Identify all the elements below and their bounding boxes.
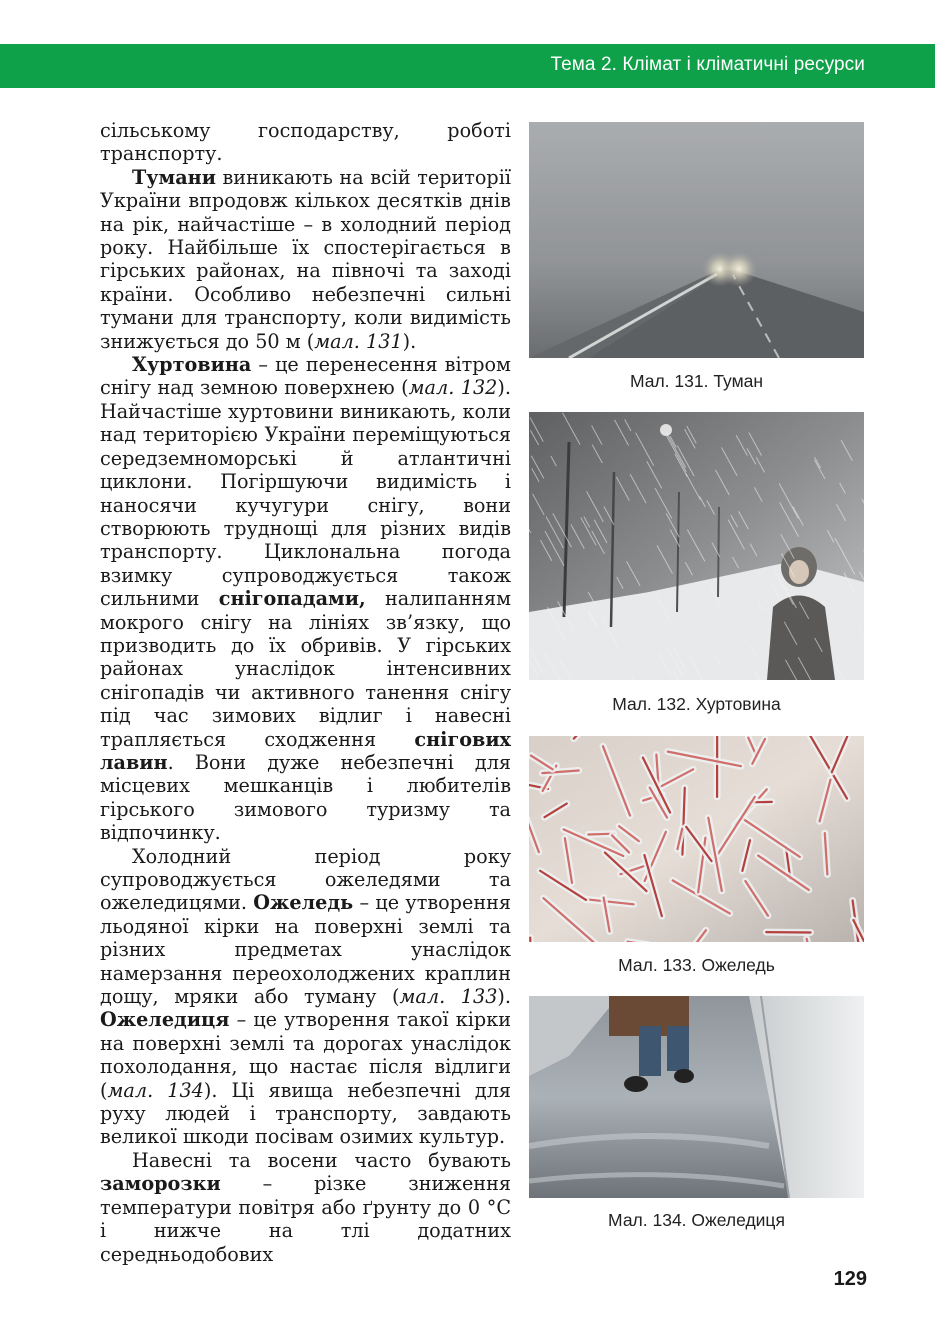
bold-term: Тумани — [132, 165, 216, 189]
text-run: – різке зниження температури повітря або ґрунту до 0 °С і нижче на тлі додатних середньодобових — [100, 1172, 511, 1266]
figure-icy-sidewalk-photo — [529, 996, 864, 1198]
figure-reference: мал. 134 — [107, 1078, 204, 1102]
bold-term: Хуртовина — [132, 353, 252, 377]
figure-reference: мал. 131 — [314, 329, 403, 353]
page-number: 129 — [833, 1268, 867, 1290]
text-run: ). Найчастіше хуртовини виникають, коли над територією України переміщуються середземноморські й атлантичні циклони. Погіршуючи видимість і наносячи кучугури снігу, вони створюють труднощі для різних видів транспорту. Циклональна погода взимку супроводжується також сильними — [100, 376, 511, 611]
text-run: виникають на всій території України впродовж кількох десятків днів на рік, найчастіше – в холодний період року. Найбільше їх спостерігається в гірських районах, на півночі та заході країни. Особливо небезпечні сильні тумани для транспорту, коли видимість знижується до 50 м ( — [100, 165, 511, 353]
text-run: . Вони дуже небезпечні для місцевих мешканців і любителів гірського зимового туризму та відпочинку. — [100, 750, 511, 845]
body-paragraph — [100, 353, 511, 845]
text-run: – це перенесення вітром снігу над земною поверхнею ( — [100, 353, 511, 400]
figure-fog-photo — [529, 122, 864, 358]
text-run: – це утворення такої кірки на поверхні землі та дорогах унаслідок похолодання, що настає після відлиги ( — [100, 1008, 511, 1102]
body-paragraph — [100, 119, 511, 166]
body-paragraph — [100, 1149, 511, 1266]
text-run: ). — [497, 985, 511, 1009]
bold-term: Ожеледь — [253, 891, 354, 915]
figure-reference: мал. 133 — [399, 985, 498, 1009]
body-text-column — [100, 119, 511, 1266]
text-run: Холодний період року супроводжується ожеледями та ожеледицями. — [100, 844, 511, 915]
text-run: налипанням мокрого снігу на лініях зв’язку, що призводить до їх обривів. У гірських районах унаслідок інтенсивних снігопадів чи активного танення снігу під час зимових відлиг і навесні трапляється сходження — [100, 587, 511, 751]
figure-caption-icy-sidewalk: Мал. 134. Ожеледиця — [608, 1210, 785, 1230]
red-branch — [530, 938, 531, 942]
figure-caption-glaze-ice: Мал. 133. Ожеледь — [618, 955, 775, 975]
bold-term: Ожеледиця — [100, 1008, 230, 1032]
body-paragraph — [100, 166, 511, 353]
bold-term: снігових лавин — [100, 727, 511, 774]
bold-term: заморозки — [100, 1172, 221, 1196]
chapter-title: Тема 2. Клімат і кліматичні ресурси — [550, 54, 865, 75]
body-paragraph — [100, 845, 511, 1149]
text-run: – це утворення льодяної кірки на поверхні землі та різних предметах унаслідок намерзання переохолоджених краплин дощу, мряки або туману ( — [100, 891, 511, 1009]
figure-caption-blizzard: Мал. 132. Хуртовина — [612, 694, 781, 714]
figure-caption-fog: Мал. 131. Туман — [629, 371, 764, 391]
text-run: Навесні та восени часто бувають — [132, 1148, 511, 1172]
header-band — [0, 44, 935, 88]
text-run: ). — [402, 329, 417, 353]
bold-term: снігопадами, — [218, 587, 366, 611]
text-run: ). Ці явища небезпечні для руху людей і транспорту, завдають великої шкоди посівам озимих культур. — [100, 1078, 512, 1149]
figure-reference: мал. 132 — [408, 376, 498, 400]
figure-blizzard-photo — [529, 412, 864, 680]
figure-glaze-ice-photo — [529, 736, 864, 942]
text-run: сільському господарству, роботі транспорту. — [100, 119, 511, 166]
